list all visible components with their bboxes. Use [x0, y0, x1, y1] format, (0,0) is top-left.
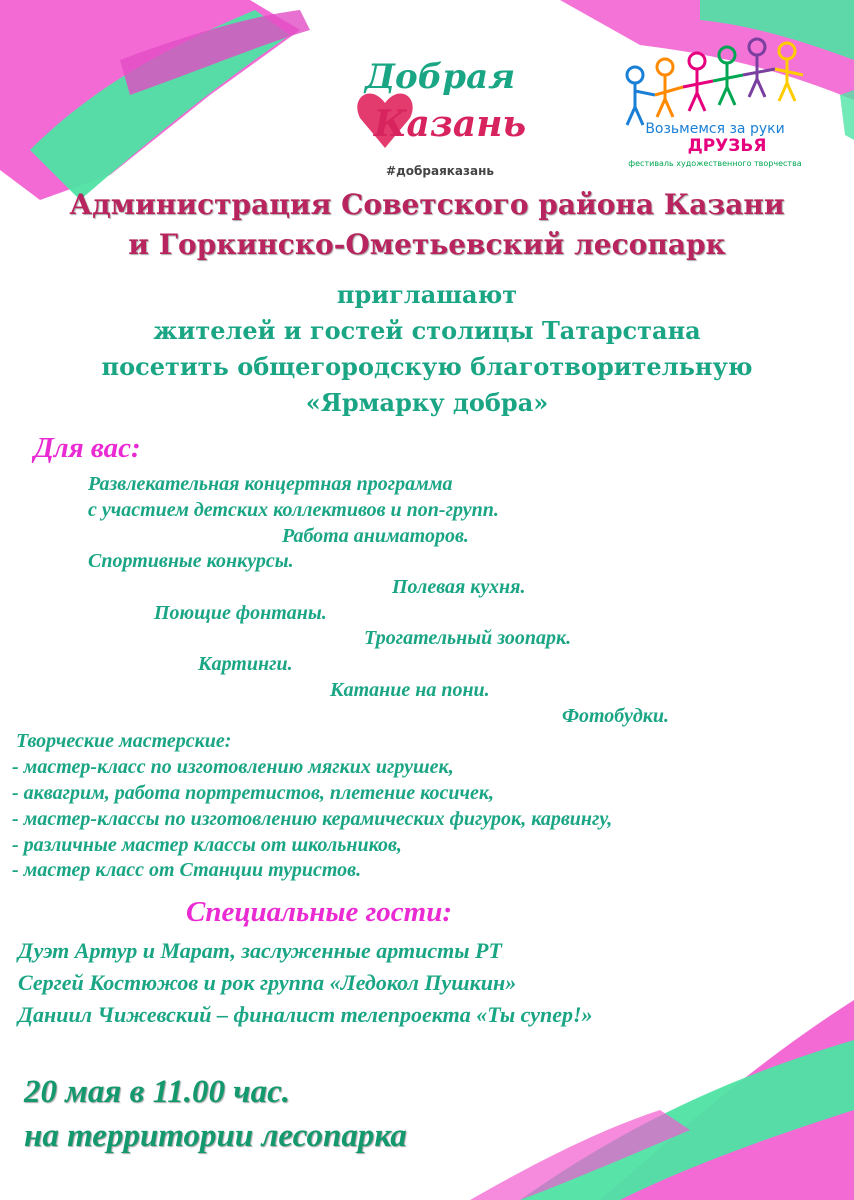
invitation-line-1: приглашают: [336, 280, 518, 309]
program-item: Трогательный зоопарк.: [364, 627, 572, 649]
workshop-item: - различные мастер классы от школьников,: [12, 834, 402, 856]
logo-text-line2: Казань: [373, 103, 527, 145]
workshop-item: - мастер-класс по изготовлению мягких игрушек,: [12, 756, 454, 778]
workshop-item: - аквагрим, работа портретистов, плетение косичек,: [12, 782, 495, 804]
program-item: Работа аниматоров.: [282, 525, 469, 547]
logo-right-caption: фестиваль художественного творчества: [628, 159, 802, 168]
dobraya-kazan-logo: [340, 48, 540, 178]
logo-text-line1: Добрая: [364, 57, 516, 97]
event-date-time: 20 мая в 11.00 час.: [24, 1074, 290, 1110]
program-item: Полевая кухня.: [392, 576, 526, 598]
guest-item: Дуэт Артур и Марат, заслуженные артисты РТ: [18, 938, 502, 963]
event-location: на территории лесопарка: [24, 1118, 407, 1154]
program-item: Спортивные конкурсы.: [88, 550, 294, 572]
logo-right-line1: Возьмемся за руки: [645, 121, 785, 137]
program-item: Картинги.: [198, 653, 293, 675]
invitation-line-4: «Ярмарку добра»: [305, 388, 549, 417]
children-holding-hands-icon: [627, 39, 803, 125]
workshop-item: - мастер-классы по изготовлению керамических фигурок, карвингу,: [12, 808, 613, 830]
hashtag: #добраяказань: [386, 164, 494, 178]
workshop-item: - мастер класс от Станции туристов.: [12, 859, 362, 881]
organizer-line-1: Администрация Советского района Казани: [69, 188, 785, 221]
program-item: с участием детских коллективов и поп-групп.: [88, 499, 499, 521]
program-item: Поющие фонтаны.: [154, 602, 327, 624]
organizer-line-2: и Горкинско-Ометьевский лесопарк: [128, 228, 726, 261]
workshops-title: Творческие мастерские:: [16, 730, 232, 752]
guest-item: Даниил Чижевский – финалист телепроекта «Ты супер!»: [18, 1002, 593, 1027]
logo-right-line2: ДРУЗЬЯ: [687, 136, 767, 156]
guests-heading: Специальные гости:: [186, 896, 452, 928]
invitation-line-2: жителей и гостей столицы Татарстана: [153, 316, 701, 345]
guest-item: Сергей Костюжов и рок группа «Ледокол Пушкин»: [18, 970, 517, 995]
program-item: Развлекательная концертная программа: [88, 473, 453, 495]
festival-friends-logo: [615, 35, 815, 170]
program-item: Катание на пони.: [330, 679, 490, 701]
program-item: Фотобудки.: [562, 705, 670, 727]
invitation-line-3: посетить общегородскую благотворительную: [101, 352, 753, 381]
for-you-heading: Для вас:: [34, 432, 141, 464]
